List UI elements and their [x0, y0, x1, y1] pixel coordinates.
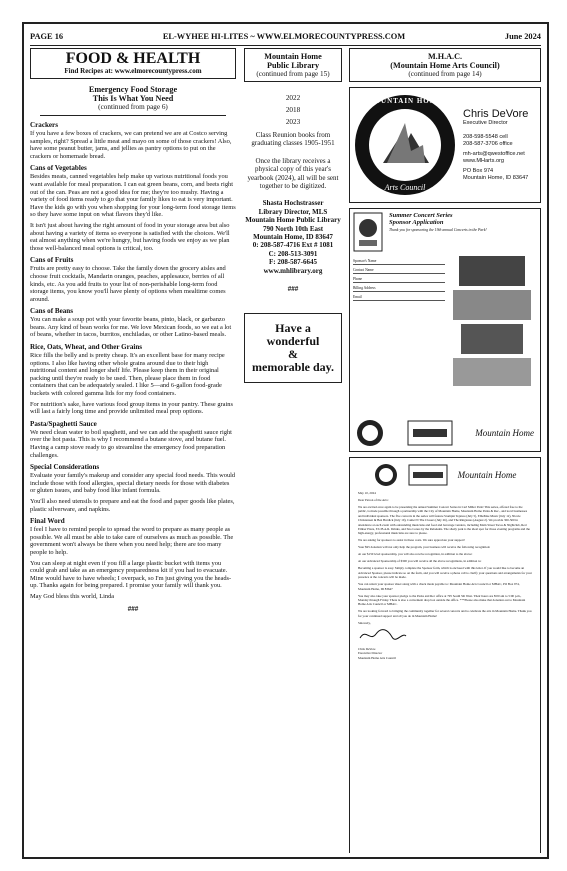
wonderful-line: &: [288, 347, 298, 362]
application-title: Summer Concert Series: [389, 212, 453, 219]
paragraph: Evaluate your family's makeup and consider any special food needs. This would include those with food allergies, special dietary needs for those with diabetes or gluten issues, and baby food like infant formula.: [30, 472, 236, 495]
mhac-title-line-1: M.H.A.C.: [427, 52, 463, 61]
contact-line: C: 208-513-3091: [268, 249, 318, 258]
yearbook-text: Once the library receives a physical copy of this year's yearbook (2024), all will be sent together to be digitized.: [247, 156, 339, 191]
application-subtitle: Sponsor Application: [389, 219, 444, 226]
food-health-column: [30, 48, 236, 853]
paragraph: We need clean water to boil spaghetti, and we can add the spaghetti sauce right over the hot pasta. This is why I recommend a butane stove, and butane fuel. Having a camp stove ready to go streamline the emergency food preparation challenges.: [30, 428, 232, 459]
wonderful-day-box: [244, 313, 342, 383]
library-contact: [244, 199, 342, 275]
article-continued: (continued from page 6): [98, 103, 168, 111]
section-heading: Crackers: [30, 121, 58, 129]
parks-recreation-logo-icon: [407, 420, 453, 446]
section-title: FOOD & HEALTH: [65, 50, 201, 67]
signature-icon: [358, 628, 408, 642]
paragraph: Besides meats, canned vegetables help make up various nutritional foods you want available for meal preparation. I can eat green beans, corn, and beets right out of the can. Peas are not a good idea for me; they're too mushy. Having a variety of food items ready to go that your family likes to eat is very important. Have the kids go with you when shopping for your long-term food storage items so they have some input on what flavors they'd like.: [30, 173, 236, 219]
signer-org: Mountain Home Arts Council: [358, 655, 396, 660]
business-card: [349, 87, 541, 203]
card-line: mh-arts@qwestoffice.net: [463, 151, 525, 157]
contact-line: www.mhlibrary.org: [263, 266, 323, 275]
card-role: Executive Director: [463, 120, 508, 126]
concert-series-logo-icon: [353, 212, 383, 252]
performer-photos: [445, 256, 537, 393]
mhac-title-line-2: (Mountain Home Arts Council): [390, 61, 500, 70]
reunion-books-text: Class Reunion books from graduating classes 1905-1951: [251, 131, 335, 148]
arts-council-seal-icon: [356, 419, 384, 447]
application-tagline: Thank you for sponsoring the 19th annual Concerts in the Park!: [389, 228, 487, 232]
letter-salutation: Dear Patron of the Arts:: [358, 498, 389, 502]
letter-date: May 10, 2024: [358, 491, 376, 495]
article-title-line-2: This Is What You Need: [92, 94, 174, 103]
library-title-line-1: Mountain Home: [264, 52, 322, 61]
paragraph: If you have a few boxes of crackers, we can pretend we are at Costco serving samples, right? Spread a little meat and mayo on some of those crackers! Also, have some peanut butter, jams, and jellies as pantry options to put on the crackers or homemade bread.: [30, 130, 232, 160]
contact-line: Mountain Home Public Library: [245, 216, 341, 225]
year-list: [244, 92, 342, 128]
section-heading: Pasta/Spaghetti Sauce: [30, 419, 97, 428]
issue-date: June 2024: [504, 32, 541, 41]
form-field-label: Contact Name: [353, 268, 445, 274]
letter-paragraph: At our Advanced Sponsorship of $300 you will receive all the above recognitions, in addition to:: [358, 559, 482, 564]
card-line: Mountain Home, ID 83647: [463, 175, 529, 181]
sponsor-letter: [349, 457, 541, 853]
article-title-line-1: Emergency Food Storage: [88, 85, 178, 94]
arts-council-logo: [353, 93, 457, 197]
application-form-fields: [353, 256, 445, 393]
contact-line: Library Director, MLS: [258, 207, 328, 216]
card-line: 208-587-3706 office: [463, 141, 513, 147]
paragraph: Rice fills the belly and is pretty cheap. It's an excellent base for many recipe options. I also like having other whole grains around due to their high nutritional content and longer shelf life. Please keep them in their original packing until they're ready to be used. Then, please place them in food containers that can be adequately sealed. I like 5—and 6-gallon food-grade buckets with colored gamma lids for my food containers.: [30, 352, 225, 398]
letter-closing: Sincerely,: [358, 620, 371, 625]
wonderful-line: memorable day.: [252, 360, 334, 375]
section-heading: Cans of Fruits: [30, 256, 74, 265]
article-heading: [40, 79, 226, 116]
performer-photos-icon: [449, 256, 535, 388]
section-subtitle: Find Recipes at: www.elmorecountypress.com: [64, 67, 202, 75]
sponsor-application: [349, 208, 541, 452]
letter-paragraph: You can return your sponsor sheet along with a check made payable to: Mountain Home Arts Council or MHAC, PO Box 974, Mountain Home, ID 83647: [358, 582, 520, 591]
paragraph: You can make a soup pot with your favorite beans, pinto, black, or garbanzo beans. Any kind of bean works for me. We love Mexican foods, so we eat a lot of beans, whether in tacos, burritos, enchiladas, or other Latino-based meals.: [30, 316, 232, 339]
paragraph: For nutrition's sake, have various food group items in your pantry. These grains will last a fairly long time and provide unlimited meal prep options.: [30, 400, 233, 416]
wonderful-line: wonderful: [266, 334, 320, 349]
publication-name: EL-WYHEE HI-LITES ~ WWW.ELMORECOUNTYPRESS.COM: [162, 32, 406, 41]
card-name: Chris DeVore: [463, 108, 529, 120]
year-item: 2018: [285, 106, 301, 114]
wonderful-line: Have a: [275, 321, 311, 336]
page-number: PAGE 16: [30, 32, 64, 41]
food-health-banner: [30, 48, 236, 79]
section-heading: Cans of Vegetables: [30, 164, 87, 173]
year-item: 2022: [285, 94, 301, 102]
mountain-home-script-logo: Mountain Home: [475, 428, 534, 438]
paragraph: You can sleep at night even if you fill a large plastic bucket with items you could grab and take as an emergency preparedness kit if you had to evacuate. Mine would have to have wheels; I overpack, so I'm just giving you the heads-up. Thanks again for being prepared. I promise your family will thank you.: [30, 559, 232, 590]
year-item: 2023: [285, 118, 301, 126]
contact-line: Shasta Hochstrasser: [262, 199, 324, 208]
signer-name: Chris DeVore: [358, 646, 376, 651]
newspaper-page: [22, 22, 549, 859]
library-column: [244, 48, 342, 853]
letter-paragraph: We are excited once again to be presenting the annual Summer Concert Series in Carl Miller Park! This series, offered free to the public, is made possible through a partnership with the City of Mountain Home, Mountain Home Parks & Rec., and local businesses and individual sponsors. The five concerts in the series will feature Stompin Tejanos (July 5), EllieMae Music (July 12), Nicole Christensen & Ben Burdick (July 19), Camel N The Closers (July 26), and The Ringtones (August 2). We provide 300-500 in attendance at each event with outstanding musicians and food and beverage vendors, including Main Street Tacos & Nightclub, Red Ember Pizza, F.U.B.A.R. Drinks, and Sno Cones by the Rebekahs. The shady park is the ideal spot for those evening programs and the high-energy, professional musicians are sure to please.: [358, 505, 530, 536]
form-field-label: Phone: [353, 277, 445, 283]
end-mark: ###: [127, 604, 139, 613]
signer-title: Executive Director: [358, 651, 383, 656]
paragraph: Fruits are pretty easy to choose. Take the family down the grocery aisles and choose fruit cocktails, Mandarin oranges, peaches, applesauce, berries of all kinds, etc. As you add fruits to your list of non-perishable long-term food storage items, you know you'll have plenty of options when mealtime comes around.: [30, 265, 226, 303]
contact-line: 790 North 10th East: [262, 224, 324, 233]
mhac-continued: (continued from page 14): [408, 70, 482, 78]
section-heading: Special Considerations: [30, 463, 100, 472]
logo-ring-bottom: Arts Council: [384, 183, 426, 192]
library-title-box: [244, 48, 342, 82]
letter-paragraph: Your $95 donation will not only help the program, your business will receive the following recognition:: [358, 545, 491, 550]
card-line: www.MHarts.org: [463, 158, 505, 164]
letter-logos: [358, 463, 532, 487]
page-header: [30, 30, 541, 46]
letter-paragraph: We are looking forward to bringing the community together for several concerts and to celebrate the arts in Mountain Home. Thank you for your continued support and all you do in Mountain Home!: [358, 609, 532, 618]
mhac-column: [349, 48, 541, 853]
letter-paragraph: You may also take your sponsor pledge to the Parks and Rec office at 795 South 5th West. Their hours are 8:00 am to 5:00 p.m., Monday through Friday. There is also a convenient drop box outside the office. ***Please also make that donation out to Mountain Home Arts Council or MHAC.: [358, 593, 526, 607]
mhac-title-box: [349, 48, 541, 82]
letter-body: [358, 505, 532, 618]
library-continued: (continued from page 15): [256, 70, 330, 78]
contact-line: 0: 208-587-4716 Ext # 1081: [252, 241, 334, 250]
arts-council-logo-icon: [353, 93, 457, 197]
form-field-label: Email: [353, 295, 445, 301]
logo-ring-top: MOUNTAIN HOME: [366, 97, 444, 105]
form-field-label: Billing Address: [353, 286, 445, 292]
mountain-home-script-logo: Mountain Home: [457, 470, 517, 480]
contact-line: F: 208-587-6645: [268, 258, 318, 267]
contact-line: Mountain Home, ID 83647: [253, 233, 333, 242]
section-heading: Rice, Oats, Wheat, and Other Grains: [30, 343, 143, 352]
letter-paragraph: We are asking for sponsors to assist in these costs. We sure appreciate your support!: [358, 538, 465, 543]
parks-recreation-logo-icon: [408, 464, 448, 486]
card-line: PO Box 974: [463, 168, 494, 174]
card-details: [457, 108, 537, 182]
card-contact-lines: [463, 134, 537, 182]
letter-paragraph: At our $150 level sponsorship, you will also receive recognition, in addition to the above:: [358, 552, 473, 557]
paragraph: You'll also need utensils to prepare and eat the food and paper goods like plates, plastic silverware, and napkins.: [30, 497, 235, 513]
card-line: 208-598-5548 cell: [463, 134, 508, 140]
library-title-line-2: Public Library: [266, 61, 320, 70]
letter-paragraph: Becoming a sponsor is easy. Simply complete the Sponsor form, which is enclosed with this letter. If you would like to become an Advanced Sponsor, please indicate so on the form, and you will receive a phone call to clarify your questions and arrangements for your presence at the concerts will be made.: [358, 566, 532, 580]
arts-council-seal-icon: [374, 463, 398, 487]
form-field-label: Sponsor's Name: [353, 259, 445, 265]
section-heading: Final Word: [30, 517, 65, 526]
application-footer-logos: [356, 419, 534, 447]
paragraph: I feel I have to remind people to spread the word to prepare as many people as possible. We all must be able to take care of ourselves as much as possible. The government won't always be there when you need help; there are too many people to help.: [30, 526, 234, 556]
section-heading: Cans of Beans: [30, 307, 73, 316]
paragraph: May God bless this world, Linda: [30, 592, 115, 600]
application-header: [353, 212, 537, 252]
paragraph: It isn't just about having the right amount of food in your storage area but also about having a variety of items so everyone is satisfied with the choices. We'll eat almost anything when we're hungry, but having foods we enjoy as we plan those well-balanced meal options is critical, too.: [30, 221, 230, 252]
library-end-mark: ###: [287, 285, 299, 294]
article-body: [30, 116, 236, 601]
